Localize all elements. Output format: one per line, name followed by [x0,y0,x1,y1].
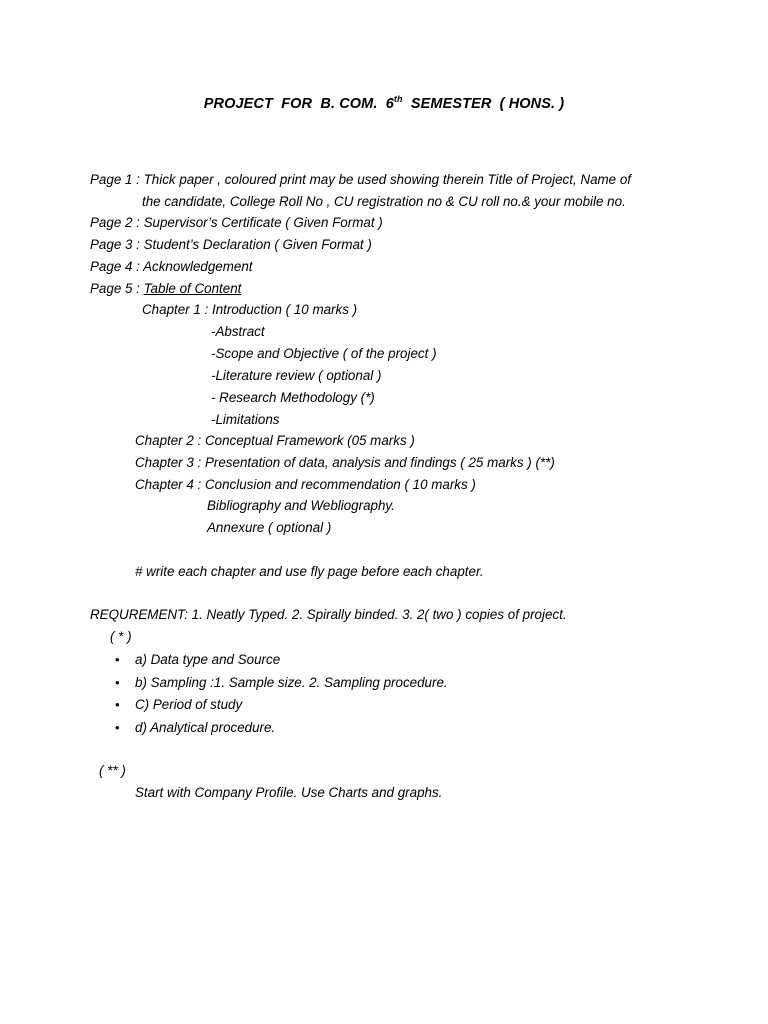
page1-text: Thick paper , coloured print may be used showing therein Title of Project, Name of [143,172,632,187]
bullet-icon: • [115,697,120,712]
star-note-item: C) Period of study [135,697,243,712]
page5-label: Page 5 : [90,281,144,296]
chapter1-item: -Scope and Objective ( of the project ) [211,346,437,361]
chapter1-item: - Research Methodology (*) [211,390,375,405]
table-of-content-link: Table of Content [143,281,242,296]
page1-line [90,171,631,189]
page1-label: Page 1 : [90,172,144,187]
bullet-icon: • [115,720,120,735]
title-superscript: th [393,94,403,104]
chapter4-line: Chapter 4 : Conclusion and recommendation ( 10 marks ) [135,477,476,492]
chapter1-item: -Literature review ( optional ) [211,368,382,383]
star-note-item: a) Data type and Source [135,652,281,667]
annexure-line: Annexure ( optional ) [207,520,332,535]
title-main: PROJECT FOR B. COM. 6 [203,96,394,112]
double-star-note-text: Start with Company Profile. Use Charts and graphs. [135,785,443,800]
page1-continuation: the candidate, College Roll No , CU registration no & CU roll no.& your mobile no. [142,194,626,209]
page3-line: Page 3 : Student’s Declaration ( Given Format ) [90,237,372,252]
bullet-icon: • [115,675,120,690]
page2-line: Page 2 : Supervisor’s Certificate ( Given Format ) [90,215,383,230]
page-title [0,94,768,112]
bullet-icon: • [115,652,120,667]
requirement-line: REQUREMENT: 1. Neatly Typed. 2. Spirally binded. 3. 2( two ) copies of project. [90,607,567,622]
bibliography-line: Bibliography and Webliography. [207,498,395,513]
chapter3-line: Chapter 3 : Presentation of data, analysis and findings ( 25 marks ) (**) [135,455,555,470]
fly-page-note: # write each chapter and use fly page before each chapter. [135,564,484,579]
page5-line [90,280,241,298]
star-note-marker: ( * ) [110,629,132,644]
chapter2-line: Chapter 2 : Conceptual Framework (05 marks ) [135,433,415,448]
double-star-note-marker: ( ** ) [99,763,126,778]
title-tail: SEMESTER ( HONS. ) [402,96,565,112]
star-note-item: b) Sampling :1. Sample size. 2. Sampling procedure. [135,675,448,690]
chapter1-item: -Abstract [211,324,265,339]
chapter1-line: Chapter 1 : Introduction ( 10 marks ) [142,302,358,317]
page4-line: Page 4 : Acknowledgement [90,259,253,274]
star-note-item: d) Analytical procedure. [135,720,276,735]
chapter1-item: -Limitations [211,412,280,427]
